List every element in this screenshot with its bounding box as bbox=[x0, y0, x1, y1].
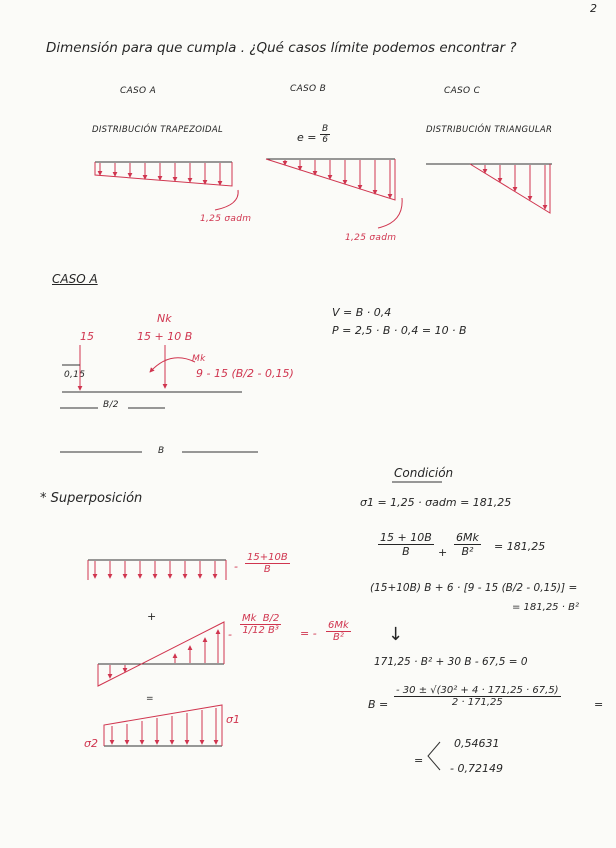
moment-num-right: B/2 bbox=[262, 613, 280, 624]
uniform-load-diagram bbox=[88, 560, 226, 580]
moment-minus: - bbox=[228, 628, 232, 641]
load-15-label: 15 bbox=[80, 330, 94, 343]
nk-label: Nk bbox=[157, 312, 172, 325]
case-a-load-label: 1,25 σadm bbox=[200, 214, 252, 224]
eq1-rhs: = 181,25 bbox=[494, 540, 546, 553]
caso-a-title: CASO A bbox=[52, 272, 98, 286]
eq2: (15+10B) B + 6 · [9 - 15 (B/2 - 0,15)] = bbox=[370, 582, 578, 594]
half-b-label: B/2 bbox=[103, 400, 119, 410]
quadratic-fraction: $\frac{\text{- 30 ± √(30² + 4 · 171,25 · 67,5)}}{2 \cdot 171,25}$ bbox=[396, 685, 559, 708]
case-c-label: CASO C bbox=[444, 86, 481, 96]
sigma-line: σ1 = 1,25 · σadm = 181,25 bbox=[360, 496, 512, 509]
case-a-description: DISTRIBUCIÓN TRAPEZOIDAL bbox=[92, 125, 224, 135]
v-equation: V = B · 0,4 bbox=[332, 306, 392, 319]
uniform-fraction: $\frac{15+10B}{B}$ bbox=[247, 552, 288, 575]
case-b-e-fraction: $\frac{B}{6}$ bbox=[322, 124, 329, 145]
moment-den: 1/12 B³ bbox=[240, 624, 281, 636]
solution-2: - 0,72149 bbox=[450, 762, 503, 775]
offset-label: 0,15 bbox=[64, 370, 86, 380]
case-b-load-label: 1,25 σadm bbox=[345, 233, 397, 243]
plus-sign: + bbox=[147, 610, 157, 623]
mk-value: 9 - 15 (B/2 - 0,15) bbox=[196, 367, 294, 380]
p-equation: P = 2,5 · B · 0,4 = 10 · B bbox=[332, 324, 467, 337]
solution-equals: = bbox=[414, 754, 424, 767]
question-text: Dimensión para que cumpla . ¿Qué casos límite podemos encontrar ? bbox=[46, 40, 517, 56]
condicion-title: Condición bbox=[394, 466, 454, 480]
condicion-marks bbox=[392, 482, 442, 770]
case-c-diagram bbox=[426, 164, 552, 213]
eq1-plus: + bbox=[438, 546, 448, 559]
eq3: 171,25 · B² + 30 B - 67,5 = 0 bbox=[374, 656, 528, 668]
solution-1: 0,54631 bbox=[454, 737, 500, 750]
case-b-diagram bbox=[266, 159, 402, 228]
moment-result-fraction: $\frac{6Mk}{\text{B²}}$ bbox=[328, 620, 349, 643]
moment-load-diagram bbox=[98, 622, 224, 686]
nk-value: 15 + 10 B bbox=[137, 330, 193, 343]
quadratic-tail: = bbox=[594, 698, 604, 711]
down-arrow: ↓ bbox=[388, 624, 404, 645]
eq1-fraction-1: $\frac{15 + 10B}{B}$ bbox=[380, 531, 432, 558]
case-b-e-prefix: e = bbox=[297, 131, 317, 144]
quadratic-lhs: B = bbox=[368, 698, 389, 711]
result-equals: = bbox=[146, 694, 154, 704]
sigma2-label: σ2 bbox=[84, 737, 98, 750]
sigma1-label: σ1 bbox=[226, 713, 240, 726]
uniform-minus: - bbox=[234, 560, 238, 573]
moment-num-left: Mk bbox=[242, 613, 257, 624]
full-b-label: B bbox=[158, 446, 165, 456]
case-a-label: CASO A bbox=[120, 86, 157, 96]
superposicion-title: * Superposición bbox=[40, 491, 143, 506]
caso-a-diagram bbox=[60, 345, 258, 452]
result-load-diagram bbox=[104, 705, 222, 746]
eq2-rhs: = 181,25 · B² bbox=[512, 602, 579, 613]
case-a-diagram bbox=[95, 162, 238, 210]
moment-equals: = - bbox=[300, 627, 317, 640]
eq1-fraction-2: $\frac{6Mk}{\text{B²}}$ bbox=[456, 531, 479, 558]
mk-label: Mk bbox=[192, 354, 206, 364]
page-number: 2 bbox=[590, 2, 597, 15]
case-b-label: CASO B bbox=[290, 84, 327, 94]
case-c-description: DISTRIBUCIÓN TRIANGULAR bbox=[426, 125, 553, 135]
